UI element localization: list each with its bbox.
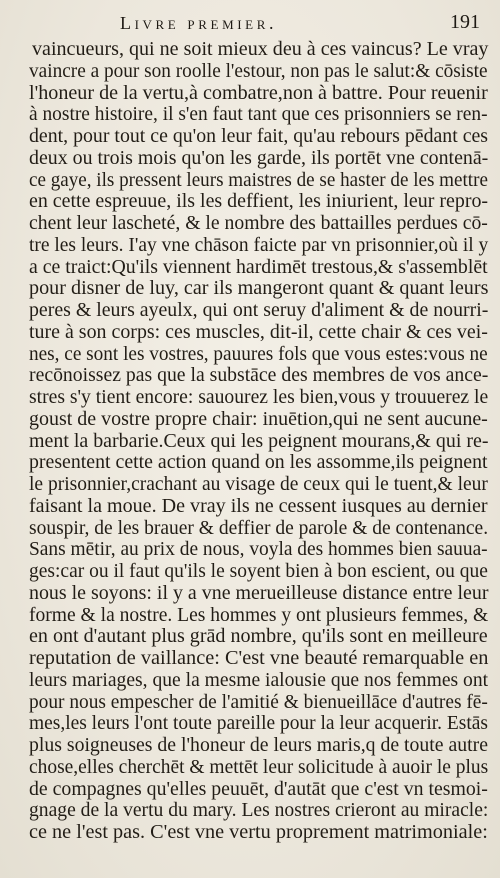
text-line: plus soigneuses de l'honeur de leurs maris,q de toute autre [29, 735, 488, 756]
text-line: reputation de vaillance: C'est vne beauté remarquable en [29, 648, 489, 669]
text-line: gnage de la vertu du mary. Les nostres crieront au miracle: [29, 800, 489, 822]
text-line: vaincueurs, qui ne soit mieux deu à ces vaincus? Le vray [32, 39, 489, 60]
text-line: en ont d'autant plus grād nombre, qu'ils sont en meilleure [29, 626, 488, 648]
text-line: forme & la nostre. Les hommes y ont plusieurs femmes, & [29, 604, 489, 626]
text-line: chose,elles cherchēt & mettēt leur solicitude à auoir le plus [29, 756, 489, 778]
page-number: 191 [450, 11, 480, 33]
text-line: stres s'y tient encore: sauourez les bien,vous y trouuerez le [29, 387, 489, 408]
text-line: a ce traict:Qu'ils viennent hardimēt trestous,& s'assemblēt [29, 256, 488, 278]
running-title: Livre premier. [120, 13, 278, 33]
text-line: dent, pour tout ce qu'on leur fait, qu'au rebours pēdant ces [29, 126, 489, 147]
text-line: ce ne l'est pas. C'est vne vertu proprement matrimoniale: [29, 822, 488, 843]
text-line: peres & leurs ayeulx, qui ont seruy d'aliment & de nourri- [29, 300, 489, 321]
text-line: ges:car ou il faut qu'ils le soyent bien à bon escient, ou que [29, 561, 488, 582]
text-line: pour nous empescher de l'amitié & bienueillāce d'autres fē- [29, 691, 488, 713]
text-line: ture à son corps: ces muscles, dit-il, cette chair & ces vei- [29, 321, 488, 343]
text-line: nous le soyons: il y a vne merueilleuse distance entre leur [29, 582, 489, 604]
text-line: vaincre a pour son roolle l'estour, non pas le salut:& cōsiste [29, 60, 488, 82]
text-line: goust de vostre propre chair: inuētion,qui ne sent aucune- [29, 408, 488, 430]
text-line: souspir, de les brauer & deffier de parole & de contenance. [29, 517, 489, 539]
text-line: ce gaye, ils pressent leurs maistres de se haster de les mettre [29, 169, 488, 191]
text-line: l'honeur de la vertu,à combatre,non à battre. Pour reuenir [29, 82, 488, 104]
text-line: mes,les leurs l'ont toute pareille pour la leur acquerir. Estās [29, 713, 488, 735]
text-line: en cette espreuue, ils les deffient, les iniurient, leur repro- [29, 191, 489, 213]
text-line: recōnoissez pas que la substāce des membres de vos ance- [29, 365, 489, 387]
running-head [0, 10, 500, 36]
text-line: Sans mētir, au prix de nous, voyla des hommes bien sauua- [29, 539, 488, 561]
text-line: chent leur lascheté, & le nombre des battailles perdues cō- [29, 213, 488, 234]
text-line: nes, ce sont les vostres, pauures fols que vous estes:vous ne [29, 343, 488, 365]
text-line: presentent cette action quand on les assomme,ils peignent [29, 452, 488, 474]
text-line: faisant la moue. De vray ils ne cessent iusques au dernier [29, 495, 488, 517]
text-line: leurs mariages, que la mesme ialousie que nos femmes ont [29, 669, 489, 691]
text-line: de compagnes qu'elles peuuēt, d'autāt que c'est vn tesmoi- [29, 778, 488, 800]
text-line: pour disner de luy, car ils mangeront quant & quant leurs [29, 278, 489, 300]
text-line: deux ou trois mois qu'on les garde, ils portēt vne contenā- [29, 147, 489, 169]
text-line: le prisonnier,crachant au visage de ceux qui le tuent,& leur [29, 474, 488, 495]
text-line: tre les leurs. I'ay vne chāson faicte par vn prisonnier,où il y [29, 234, 489, 256]
text-line: ment la barbarie.Ceux qui les peignent mourans,& qui re- [29, 430, 489, 452]
text-line: à nostre histoire, il s'en faut tant que ces prisonniers se ren- [29, 104, 488, 126]
